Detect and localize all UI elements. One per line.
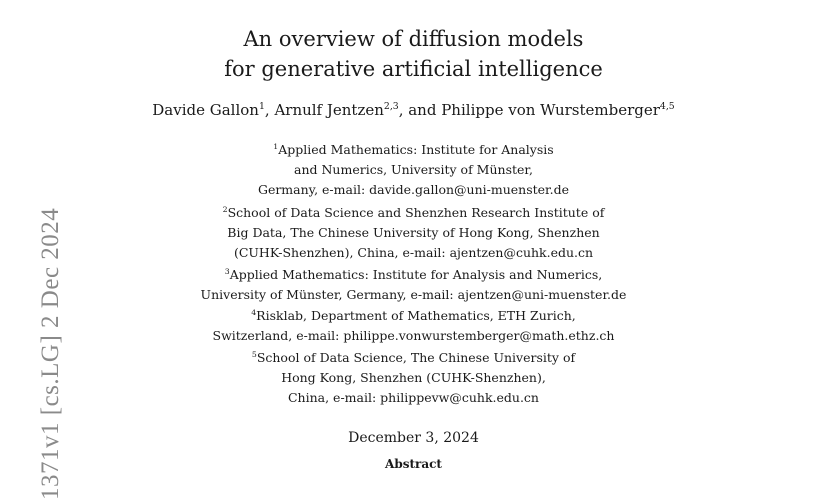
author-name: Davide Gallon [152,101,259,119]
paper-title-line-1: An overview of diffusion models [243,27,584,51]
author-separator: , [264,101,275,119]
abstract-heading: Abstract [385,457,442,471]
affiliation-line [0,306,827,326]
affiliation-line: Switzerland, e-mail: philippe.vonwurstemberger@math.ethz.ch [212,328,615,343]
affiliation-line [0,140,827,160]
affiliation-line: and Numerics, University of Münster, [294,162,533,177]
affiliation-text: Applied Mathematics: Institute for Analysis [278,142,554,157]
affiliation-line: Hong Kong, Shenzhen (CUHK-Shenzhen), [281,370,546,385]
paper-title-line-2: for generative artificial intelligence [224,57,603,81]
affiliation-marker: 1 [273,141,279,151]
affiliation-line: University of Münster, Germany, e-mail: ajentzen@uni-muenster.de [200,287,627,302]
affiliation-line: (CUHK-Shenzhen), China, e-mail: ajentzen@cuhk.edu.cn [233,245,594,260]
affiliation-line [0,265,827,285]
affiliation-line [0,203,827,223]
author-affiliation-marker: 1 [258,101,265,112]
affiliation-text: Risklab, Department of Mathematics, ETH Zurich, [256,308,576,323]
affiliation-3 [0,265,827,305]
author-affiliation-marker: 2,3 [383,101,399,112]
author-list [0,100,827,120]
affiliation-line: Big Data, The Chinese University of Hong Kong, Shenzhen [227,225,600,240]
affiliation-text: School of Data Science, The Chinese University of [256,350,576,365]
affiliation-marker: 3 [224,266,230,276]
affiliation-2 [0,203,827,263]
affiliation-1 [0,140,827,200]
affiliation-marker: 5 [251,349,257,359]
author-affiliation-marker: 4,5 [659,101,675,112]
arxiv-identifier-stamp: 1371v1 [cs.LG] 2 Dec 2024 [37,207,64,500]
author-separator: , and [398,101,442,119]
affiliation-line: China, e-mail: philippevw@cuhk.edu.cn [287,390,539,405]
affiliation-line [0,348,827,368]
affiliation-text: Applied Mathematics: Institute for Analysis and Numerics, [229,267,603,282]
paper-title [0,24,827,84]
affiliation-5 [0,348,827,408]
paper-date: December 3, 2024 [348,430,479,446]
affiliation-marker: 4 [251,307,257,317]
affiliation-4 [0,306,827,346]
author-name: Philippe von Wurstemberger [441,101,660,119]
affiliation-line: Germany, e-mail: davide.gallon@uni-muenster.de [257,182,570,197]
affiliation-marker: 2 [222,204,228,214]
affiliation-text: School of Data Science and Shenzhen Research Institute of [227,205,605,220]
author-name: Arnulf Jentzen [274,101,384,119]
